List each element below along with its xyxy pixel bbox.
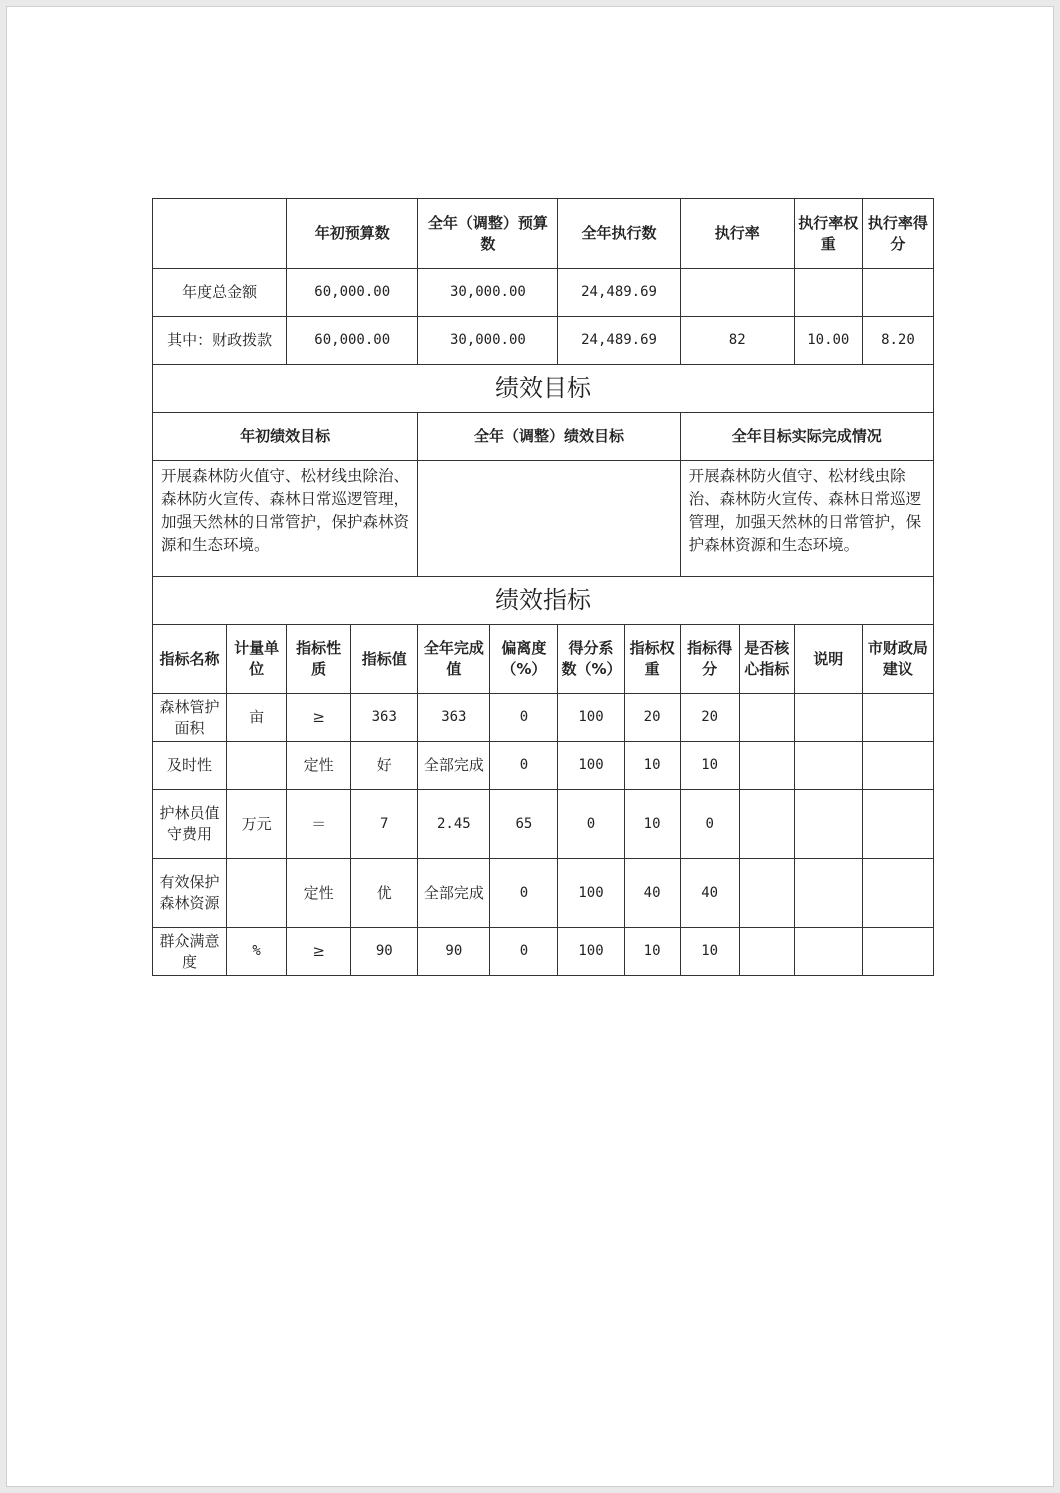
ind-done: 全部完成: [418, 859, 490, 928]
ind-score: 0: [680, 790, 739, 859]
budget-header-executed: 全年执行数: [558, 199, 680, 269]
ind-advice: [862, 790, 933, 859]
indicators-section-row: [153, 577, 934, 625]
ind-value: 363: [351, 694, 418, 742]
budget-row-adjusted: 30,000.00: [418, 317, 558, 365]
budget-header-score: 执行率得分: [862, 199, 933, 269]
goals-header-adjusted: 全年（调整）绩效目标: [418, 413, 680, 461]
ind-done: 2.45: [418, 790, 490, 859]
ind-coef: 100: [558, 859, 624, 928]
ind-name: 森林管护面积: [153, 694, 227, 742]
indicator-row: [153, 742, 934, 790]
ind-score: 10: [680, 742, 739, 790]
ind-header-advice: 市财政局建议: [862, 625, 933, 694]
ind-deviation: 0: [490, 694, 558, 742]
ind-weight: 40: [624, 859, 680, 928]
ind-core: [739, 928, 794, 976]
ind-value: 7: [351, 790, 418, 859]
ind-unit: %: [227, 928, 287, 976]
ind-deviation: 65: [490, 790, 558, 859]
goals-header-initial: 年初绩效目标: [153, 413, 418, 461]
budget-row-weight: [794, 269, 862, 317]
ind-header-done: 全年完成值: [418, 625, 490, 694]
indicators-header-row: [153, 625, 934, 694]
budget-row: [153, 269, 934, 317]
ind-coef: 100: [558, 742, 624, 790]
ind-coef: 100: [558, 928, 624, 976]
ind-header-name: 指标名称: [153, 625, 227, 694]
ind-unit: 亩: [227, 694, 287, 742]
ind-core: [739, 694, 794, 742]
ind-weight: 10: [624, 790, 680, 859]
ind-done: 全部完成: [418, 742, 490, 790]
ind-note: [794, 694, 862, 742]
ind-deviation: 0: [490, 928, 558, 976]
ind-nature: 定性: [287, 859, 351, 928]
budget-row-weight: 10.00: [794, 317, 862, 365]
ind-note: [794, 742, 862, 790]
goals-initial-text: 开展森林防火值守、松材线虫除治、森林防火宣传、森林日常巡逻管理，加强天然林的日常管护，保护森林资源和生态环境。: [153, 461, 418, 577]
ind-nature: ≥: [287, 694, 351, 742]
ind-header-deviation: 偏离度（%）: [490, 625, 558, 694]
budget-header-rate: 执行率: [680, 199, 794, 269]
ind-value: 好: [351, 742, 418, 790]
goals-actual-text: 开展森林防火值守、松材线虫除治、森林防火宣传、森林日常巡逻管理，加强天然林的日常管护，保护森林资源和生态环境。: [680, 461, 933, 577]
budget-row: [153, 317, 934, 365]
ind-name: 护林员值守费用: [153, 790, 227, 859]
budget-row-label: 其中：财政拨款: [153, 317, 287, 365]
ind-header-core: 是否核心指标: [739, 625, 794, 694]
ind-score: 10: [680, 928, 739, 976]
ind-unit: [227, 859, 287, 928]
ind-advice: [862, 694, 933, 742]
ind-note: [794, 928, 862, 976]
indicator-row: [153, 790, 934, 859]
ind-note: [794, 790, 862, 859]
goals-content-row: [153, 461, 934, 577]
budget-row-score: 8.20: [862, 317, 933, 365]
ind-done: 363: [418, 694, 490, 742]
indicators-section-title: 绩效指标: [153, 577, 934, 625]
document-page: [6, 6, 1054, 1487]
indicator-row: [153, 694, 934, 742]
ind-value: 优: [351, 859, 418, 928]
ind-deviation: 0: [490, 859, 558, 928]
goals-section-row: [153, 365, 934, 413]
goals-header-row: [153, 413, 934, 461]
indicator-row: [153, 928, 934, 976]
budget-header-weight: 执行率权重: [794, 199, 862, 269]
ind-done: 90: [418, 928, 490, 976]
budget-row-adjusted: 30,000.00: [418, 269, 558, 317]
performance-table: [152, 198, 934, 976]
ind-header-score: 指标得分: [680, 625, 739, 694]
ind-header-value: 指标值: [351, 625, 418, 694]
ind-nature: ＝: [287, 790, 351, 859]
ind-unit: [227, 742, 287, 790]
goals-adjusted-text: [418, 461, 680, 577]
budget-row-initial: 60,000.00: [287, 317, 418, 365]
budget-header-adjusted: 全年（调整）预算数: [418, 199, 558, 269]
ind-core: [739, 859, 794, 928]
ind-value: 90: [351, 928, 418, 976]
ind-core: [739, 790, 794, 859]
ind-weight: 20: [624, 694, 680, 742]
budget-row-executed: 24,489.69: [558, 269, 680, 317]
ind-header-unit: 计量单位: [227, 625, 287, 694]
ind-weight: 10: [624, 928, 680, 976]
ind-header-weight: 指标权重: [624, 625, 680, 694]
ind-score: 20: [680, 694, 739, 742]
budget-row-label: 年度总金额: [153, 269, 287, 317]
goals-header-actual: 全年目标实际完成情况: [680, 413, 933, 461]
ind-nature: 定性: [287, 742, 351, 790]
ind-unit: 万元: [227, 790, 287, 859]
ind-score: 40: [680, 859, 739, 928]
ind-advice: [862, 859, 933, 928]
ind-coef: 0: [558, 790, 624, 859]
budget-row-rate: [680, 269, 794, 317]
ind-deviation: 0: [490, 742, 558, 790]
ind-header-nature: 指标性质: [287, 625, 351, 694]
budget-header-blank: [153, 199, 287, 269]
ind-name: 群众满意度: [153, 928, 227, 976]
budget-header-row: [153, 199, 934, 269]
ind-header-note: 说明: [794, 625, 862, 694]
budget-row-executed: 24,489.69: [558, 317, 680, 365]
ind-core: [739, 742, 794, 790]
ind-name: 及时性: [153, 742, 227, 790]
budget-row-initial: 60,000.00: [287, 269, 418, 317]
goals-section-title: 绩效目标: [153, 365, 934, 413]
ind-coef: 100: [558, 694, 624, 742]
budget-header-initial: 年初预算数: [287, 199, 418, 269]
ind-advice: [862, 742, 933, 790]
ind-weight: 10: [624, 742, 680, 790]
ind-advice: [862, 928, 933, 976]
ind-nature: ≥: [287, 928, 351, 976]
budget-row-rate: 82: [680, 317, 794, 365]
budget-row-score: [862, 269, 933, 317]
ind-name: 有效保护森林资源: [153, 859, 227, 928]
ind-note: [794, 859, 862, 928]
ind-header-coef: 得分系数（%）: [558, 625, 624, 694]
indicator-row: [153, 859, 934, 928]
